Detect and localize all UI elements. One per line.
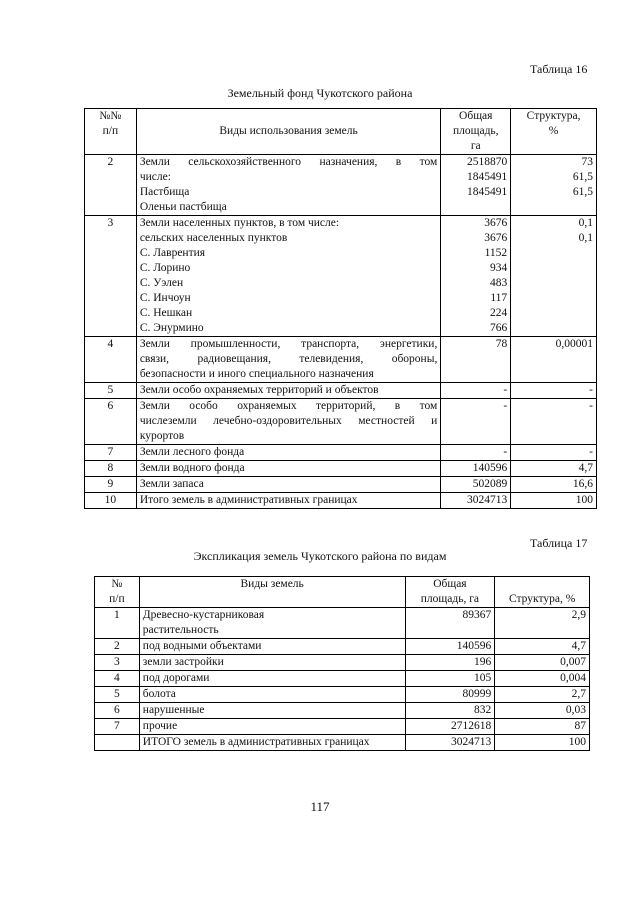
row-structure: 0,03 xyxy=(495,703,590,719)
row-line: нарушенные xyxy=(142,704,205,716)
row-num: 3 xyxy=(85,216,137,337)
row-type xyxy=(136,477,441,493)
row-type xyxy=(139,719,405,735)
row-area: 196 xyxy=(405,655,495,671)
row-type xyxy=(136,216,441,337)
header-line: % xyxy=(548,125,559,137)
table-row xyxy=(85,216,597,337)
row-structure: 100 xyxy=(495,735,590,751)
header-line: площадь, xyxy=(452,125,499,137)
header-line: Виды использования земель xyxy=(219,125,358,137)
row-num: 9 xyxy=(85,477,137,493)
area-value: 224 xyxy=(489,307,508,319)
row-num: 1 xyxy=(95,608,140,639)
table-row xyxy=(95,671,590,687)
header-line: Структура, xyxy=(526,110,581,122)
row-area: 140596 xyxy=(405,639,495,655)
structure-value: 0,00001 xyxy=(555,338,593,350)
row-num: 3 xyxy=(95,655,140,671)
row-num: 5 xyxy=(95,687,140,703)
structure-value: 73 xyxy=(581,156,593,168)
row-area: 2712618 xyxy=(405,719,495,735)
row-num: 6 xyxy=(95,703,140,719)
structure-value: 0,1 xyxy=(578,217,593,229)
table-row xyxy=(95,608,590,639)
area-value: 934 xyxy=(489,262,508,274)
page-number: 117 xyxy=(310,799,330,814)
row-type xyxy=(139,687,405,703)
table-row xyxy=(85,461,597,477)
row-num: 4 xyxy=(95,671,140,687)
row-line: С. Уэлен xyxy=(139,277,184,289)
row-line: связи, радиовещания, телевидения, обороны, xyxy=(139,353,438,365)
row-num: 10 xyxy=(85,493,137,509)
row-type xyxy=(136,461,441,477)
table-row xyxy=(85,383,597,399)
row-line: ИТОГО земель в административных границах xyxy=(142,736,370,748)
header-line: площадь, га xyxy=(420,593,480,605)
row-line: С. Энурмино xyxy=(139,322,204,334)
header-line: га xyxy=(470,140,481,152)
row-line: Древесно-кустарниковая xyxy=(142,609,265,621)
structure-value: 0,1 xyxy=(578,232,593,244)
row-structure xyxy=(511,337,597,383)
table-row xyxy=(85,337,597,383)
row-line: растительность xyxy=(142,624,219,636)
structure-value: 61,5 xyxy=(572,186,593,198)
row-structure xyxy=(511,155,597,216)
row-structure: 2,9 xyxy=(495,608,590,639)
area-value: 3676 xyxy=(484,232,508,244)
row-type xyxy=(136,399,441,445)
row-type xyxy=(139,655,405,671)
row-type xyxy=(139,639,405,655)
table16-label: Таблица 16 xyxy=(530,62,588,76)
row-area xyxy=(441,216,511,337)
row-area xyxy=(441,155,511,216)
area-value: 3676 xyxy=(484,217,508,229)
area-value: 78 xyxy=(495,338,508,350)
row-type xyxy=(139,735,405,751)
header-line: п/п xyxy=(102,125,119,137)
row-area: - xyxy=(441,445,511,461)
row-line: С. Нешкан xyxy=(139,307,193,319)
area-value: 1845491 xyxy=(466,186,508,198)
area-value: 117 xyxy=(490,292,508,304)
table17-label: Таблица 17 xyxy=(530,536,588,550)
row-line: Земли населенных пунктов, в том числе: xyxy=(139,217,340,229)
row-type xyxy=(139,608,405,639)
row-line: Земли водного фонда xyxy=(139,462,245,474)
table17-header-structure xyxy=(495,577,590,608)
table-row xyxy=(85,493,597,509)
row-line: сельских населенных пунктов xyxy=(139,232,288,244)
table-row xyxy=(85,399,597,445)
row-structure: 2,7 xyxy=(495,687,590,703)
row-type xyxy=(139,703,405,719)
row-type xyxy=(136,445,441,461)
table-row xyxy=(95,719,590,735)
row-line: Земли сельскохозяйственного назначения, в том xyxy=(139,156,438,168)
table-row xyxy=(95,639,590,655)
row-structure: - xyxy=(511,445,597,461)
row-area: 80999 xyxy=(405,687,495,703)
row-structure: 16,6 xyxy=(511,477,597,493)
row-type xyxy=(136,493,441,509)
row-area: 140596 xyxy=(441,461,511,477)
header-line: № xyxy=(111,578,123,590)
structure-value: 61,5 xyxy=(572,171,593,183)
row-num: 7 xyxy=(95,719,140,735)
row-line: Земли запаса xyxy=(139,478,204,490)
row-line: безопасности и иного специального назначения xyxy=(139,368,374,380)
row-type xyxy=(136,337,441,383)
row-structure: - xyxy=(511,383,597,399)
row-structure xyxy=(511,216,597,337)
row-line: прочие xyxy=(142,720,178,732)
table17-title: Экспликация земель Чукотского района по видам xyxy=(193,549,447,563)
row-type xyxy=(139,671,405,687)
table16-header-type xyxy=(136,109,441,155)
row-area: - xyxy=(441,399,511,445)
area-value: 483 xyxy=(489,277,508,289)
row-area: - xyxy=(441,383,511,399)
row-type xyxy=(136,383,441,399)
table16-title: Земельный фонд Чукотского района xyxy=(227,86,413,100)
table16-header-structure xyxy=(511,109,597,155)
row-num: 4 xyxy=(85,337,137,383)
row-num: 2 xyxy=(95,639,140,655)
row-num: 5 xyxy=(85,383,137,399)
table-row xyxy=(95,703,590,719)
table17-header-row xyxy=(95,577,590,608)
row-num: 2 xyxy=(85,155,137,216)
table17-header-type xyxy=(139,577,405,608)
row-line: под водными объектами xyxy=(142,640,262,652)
row-num: 6 xyxy=(85,399,137,445)
table17 xyxy=(94,576,590,751)
row-structure: 0,007 xyxy=(495,655,590,671)
row-line: Земли промышленности, транспорта, энергетики, xyxy=(139,338,438,350)
row-structure: 87 xyxy=(495,719,590,735)
row-area: 89367 xyxy=(405,608,495,639)
row-num: 8 xyxy=(85,461,137,477)
table16 xyxy=(84,108,597,509)
table-row xyxy=(85,445,597,461)
row-area: 3024713 xyxy=(405,735,495,751)
table16-header-num xyxy=(85,109,137,155)
table16-header-area xyxy=(441,109,511,155)
header-line: Общая xyxy=(433,578,467,590)
row-num xyxy=(95,735,140,751)
row-line: числе: xyxy=(139,171,171,183)
table-row xyxy=(85,477,597,493)
row-area xyxy=(441,337,511,383)
row-structure: 100 xyxy=(511,493,597,509)
area-value: 1152 xyxy=(484,247,508,259)
header-line: Виды земель xyxy=(240,578,304,590)
header-line: п/п xyxy=(109,593,125,605)
row-line: числеземли лечебно-оздоровительных местностей и xyxy=(139,415,438,427)
area-value: 2518870 xyxy=(466,156,508,168)
table17-header-num xyxy=(95,577,140,608)
table-row xyxy=(95,687,590,703)
table17-header-area xyxy=(405,577,495,608)
row-area: 832 xyxy=(405,703,495,719)
row-structure: - xyxy=(511,399,597,445)
table-row-total xyxy=(95,735,590,751)
table16-header-row xyxy=(85,109,597,155)
row-line: под дорогами xyxy=(142,672,210,684)
row-area: 3024713 xyxy=(441,493,511,509)
table-row xyxy=(85,155,597,216)
row-line: курортов xyxy=(139,430,185,442)
row-area: 105 xyxy=(405,671,495,687)
row-line: земли застройки xyxy=(142,656,224,668)
header-line: Общая xyxy=(459,110,493,122)
row-line: С. Лорино xyxy=(139,262,191,274)
row-structure: 4,7 xyxy=(495,639,590,655)
row-structure: 4,7 xyxy=(511,461,597,477)
area-value: 1845491 xyxy=(466,171,508,183)
row-structure: 0,004 xyxy=(495,671,590,687)
row-num: 7 xyxy=(85,445,137,461)
row-line: Пастбища xyxy=(139,186,190,198)
table-row xyxy=(95,655,590,671)
row-line: Земли особо охраняемых территорий и объектов xyxy=(139,384,379,396)
row-line: Земли особо охраняемых территорий, в том xyxy=(139,400,438,412)
row-type xyxy=(136,155,441,216)
row-line: Итого земель в административных границах xyxy=(139,494,358,506)
row-line: Земли лесного фонда xyxy=(139,446,245,458)
area-value: 766 xyxy=(489,322,508,334)
row-line: болота xyxy=(142,688,176,700)
row-area: 502089 xyxy=(441,477,511,493)
row-line: С. Инчоун xyxy=(139,292,191,304)
header-line: №№ xyxy=(99,110,122,122)
row-line: С. Лаврентия xyxy=(139,247,206,259)
header-line: Структура, % xyxy=(509,593,576,605)
row-line: Оленьи пастбища xyxy=(139,201,227,213)
